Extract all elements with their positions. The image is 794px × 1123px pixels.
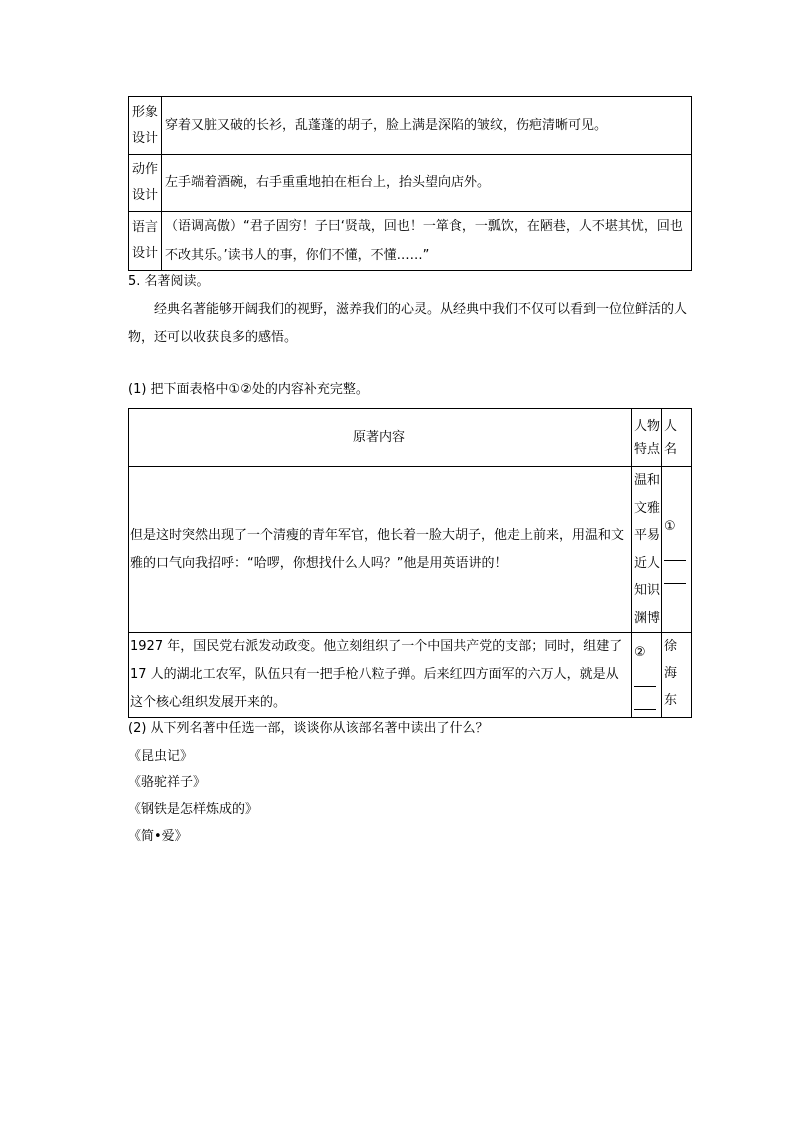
sub-question-1: (1) 把下面表格中①②处的内容补充完整。 [128, 382, 369, 397]
table-row [129, 97, 692, 155]
table-row [129, 467, 692, 633]
book-item: 《骆驼祥子》 [128, 775, 207, 790]
answer-blank[interactable] [664, 569, 686, 584]
answer-blank[interactable] [664, 546, 686, 561]
table-row [129, 155, 692, 212]
row-header: 语言 设计 [129, 212, 162, 271]
row-name-blank [662, 467, 692, 633]
row-header: 动作 设计 [129, 155, 162, 212]
book-item: 《钢铁是怎样炼成的》 [128, 802, 259, 817]
question-5-intro: 经典名著能够开阔我们的视野，滋养我们的心灵。从经典中我们不仅可以看到一位位鲜活的人物，还可以收获良多的感悟。 [128, 302, 688, 345]
table-row [129, 212, 692, 271]
row-content: 1927 年，国民党右派发动政变。他立刻组织了一个中国共产党的支部；同时，组建了 17 人的湖北工农军，队伍只有一把手枪八粒子弹。后来红四方面军的六万人，就是从这个核心组织发展开来的。 [129, 633, 632, 718]
blank-marker-2: ② [634, 644, 646, 660]
header-name: 人 名 [662, 409, 692, 467]
answer-blank[interactable] [634, 695, 656, 710]
header-trait: 人物 特点 [632, 409, 662, 467]
question-5-title: 5. 名著阅读。 [128, 274, 210, 289]
book-item: 《简•爱》 [128, 829, 188, 844]
header-content: 原著内容 [129, 409, 632, 467]
character-design-table [128, 96, 692, 271]
row-content: 穿着又脏又破的长衫，乱蓬蓬的胡子，脸上满是深陷的皱纹，伤疤清晰可见。 [162, 97, 692, 155]
table-row [129, 633, 692, 718]
row-trait-blank [632, 633, 662, 718]
row-trait: 温和 文雅 平易 近人 知识 渊博 [632, 467, 662, 633]
answer-blank[interactable] [634, 672, 656, 687]
table-header-row [129, 409, 692, 467]
row-header: 形象 设计 [129, 97, 162, 155]
row-content: 但是这时突然出现了一个清瘦的青年军官，他长着一脸大胡子，他走上前来，用温和文雅的口气向我招呼：“哈啰，你想找什么人吗？”他是用英语讲的！ [129, 467, 632, 633]
row-content: （语调高傲）“君子固穷！子曰‘贤哉，回也！一箪食，一瓢饮，在陋巷，人不堪其忧，回也不改其乐。’读书人的事，你们不懂，不懂……” [162, 212, 692, 271]
sub-question-2: (2) 从下列名著中任选一部，谈谈你从该部名著中读出了什么？ [128, 721, 489, 736]
book-item: 《昆虫记》 [128, 749, 194, 764]
row-name: 徐 海 东 [662, 633, 692, 718]
row-content: 左手端着酒碗，右手重重地拍在柜台上，抬头望向店外。 [162, 155, 692, 212]
blank-marker-1: ① [664, 519, 676, 534]
works-table [128, 408, 692, 718]
